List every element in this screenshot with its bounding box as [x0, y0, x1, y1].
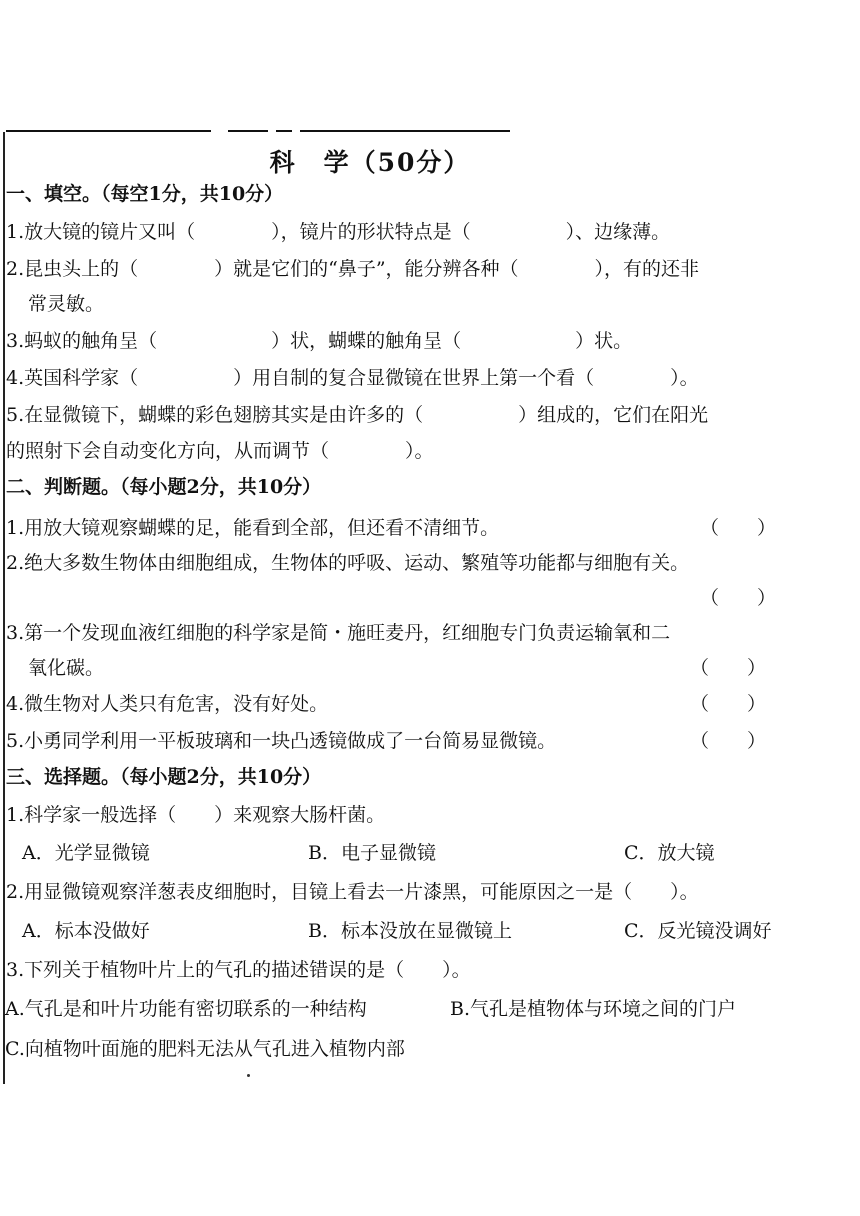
- fill-question-5-cont: 的照射下会自动变化方向，从而调节（ ）。: [6, 440, 434, 462]
- choice-1-option-c: C．放大镜: [624, 842, 715, 864]
- header-rule-1: [6, 130, 211, 132]
- choice-question-2: 2.用显微镜观察洋葱表皮细胞时，目镜上看去一片漆黑，可能原因之一是（ ）。: [6, 881, 699, 903]
- left-margin-rule: [3, 132, 5, 1084]
- judge-answer-blank-4: （ ）: [690, 693, 767, 715]
- choice-2-option-b: B．标本没放在显微镜上: [308, 920, 512, 942]
- judge-answer-blank-2: （ ）: [700, 587, 777, 609]
- header-rule-2: [228, 130, 268, 132]
- fill-question-1: 1.放大镜的镜片又叫（ ），镜片的形状特点是（ ）、边缘薄。: [6, 221, 671, 243]
- section-heading-judge: 二、判断题。（每小题2分，共10分）: [6, 476, 322, 498]
- choice-question-3: 3.下列关于植物叶片上的气孔的描述错误的是（ ）。: [6, 959, 471, 981]
- choice-question-1: 1.科学家一般选择（ ）来观察大肠杆菌。: [6, 804, 386, 826]
- section-heading-fill: 一、填空。（每空1分，共10分）: [6, 183, 284, 205]
- fill-question-5: 5.在显微镜下，蝴蝶的彩色翅膀其实是由许多的（ ）组成的，它们在阳光: [6, 404, 709, 426]
- scan-speck: [247, 1074, 250, 1077]
- choice-2-option-a: A．标本没做好: [22, 920, 150, 942]
- section-heading-choice: 三、选择题。（每小题2分，共10分）: [6, 766, 322, 788]
- judge-answer-blank-1: （ ）: [700, 517, 777, 539]
- fill-question-2-cont: 常灵敏。: [28, 293, 105, 315]
- judge-answer-blank-3: （ ）: [690, 657, 767, 679]
- judge-question-5: 5.小勇同学利用一平板玻璃和一块凸透镜做成了一台简易显微镜。: [6, 730, 557, 752]
- fill-question-4: 4.英国科学家（ ）用自制的复合显微镜在世界上第一个看（ ）。: [6, 367, 699, 389]
- choice-1-option-b: B．电子显微镜: [308, 842, 436, 864]
- fill-question-3: 3.蚂蚁的触角呈（ ）状，蝴蝶的触角呈（ ）状。: [6, 330, 633, 352]
- header-rule-3: [276, 130, 292, 132]
- judge-question-4: 4.微生物对人类只有危害，没有好处。: [6, 693, 329, 715]
- judge-question-3-cont: 氧化碳。: [28, 657, 105, 679]
- page-title: 科 学（50分）: [269, 148, 471, 177]
- judge-question-3: 3.第一个发现血液红细胞的科学家是简・施旺麦丹，红细胞专门负责运输氧和二: [6, 622, 671, 644]
- choice-3-option-c: C.向植物叶面施的肥料无法从气孔进入植物内部: [5, 1038, 405, 1060]
- choice-1-option-a: A．光学显微镜: [22, 842, 150, 864]
- fill-question-2: 2.昆虫头上的（ ）就是它们的“鼻子”，能分辨各种（ ），有的还非: [6, 258, 700, 280]
- choice-2-option-c: C．反光镜没调好: [624, 920, 772, 942]
- judge-question-1: 1.用放大镜观察蝴蝶的足，能看到全部，但还看不清细节。: [6, 517, 500, 539]
- choice-3-option-b: B.气孔是植物体与环境之间的门户: [450, 998, 737, 1020]
- judge-answer-blank-5: （ ）: [690, 730, 767, 752]
- choice-3-option-a: A.气孔是和叶片功能有密切联系的一种结构: [5, 998, 367, 1020]
- header-rule-4: [300, 130, 510, 132]
- judge-question-2: 2.绝大多数生物体由细胞组成，生物体的呼吸、运动、繁殖等功能都与细胞有关。: [6, 552, 690, 574]
